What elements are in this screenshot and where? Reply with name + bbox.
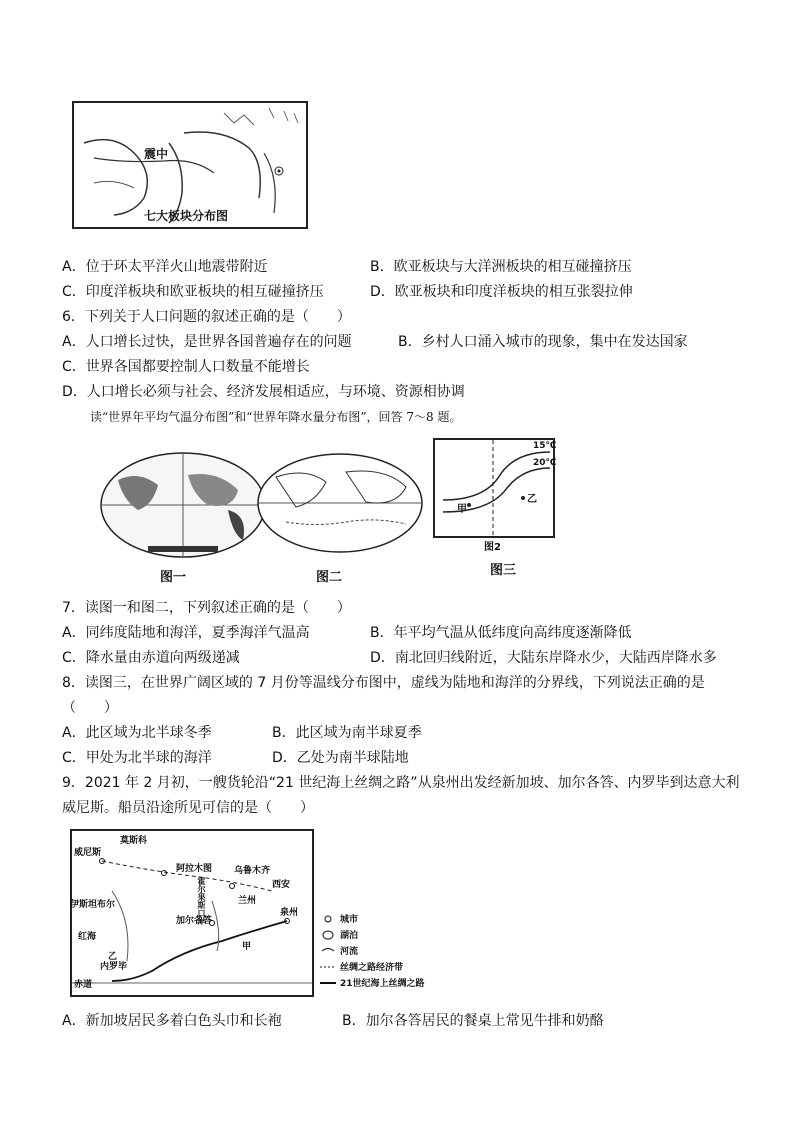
silk-road-map xyxy=(70,829,314,997)
plates-map-caption: 七大板块分布图 xyxy=(144,209,229,223)
legend-river: 河流 xyxy=(340,947,359,957)
map-city-xian: 西安 xyxy=(272,880,291,890)
q6-option-a: A．人口增长过快，是世界各国普遍存在的问题 xyxy=(62,334,352,350)
isotherm-15: 15℃ xyxy=(533,441,557,451)
q8-option-d: D．乙处为南半球陆地 xyxy=(272,750,409,766)
map-label-jia: 甲 xyxy=(242,942,252,952)
map-equator: 赤道 xyxy=(74,980,93,990)
q5-option-b: B．欧亚板块与大洋洲板块的相互碰撞挤压 xyxy=(370,259,632,275)
legend-sea-route: 21世纪海上丝绸之路 xyxy=(340,979,425,989)
isotherm-chart xyxy=(433,438,555,538)
epicenter-label: 震中 xyxy=(144,147,169,161)
point-jia: 甲 xyxy=(457,504,467,515)
q78-intro: 读“世界年平均气温分布图”和“世界年降水量分布图”，回答 7～8 题。 xyxy=(90,410,462,424)
map-city-khorgos: 霍尔果斯口岸 xyxy=(197,877,206,925)
q8-stem: 8．读图三，在世界广阔区域的 7 月份等温线分布图中，虚线为陆地和海洋的分界线，下列说法正确的是 xyxy=(62,675,705,691)
q8-option-c: C．甲处为北半球的海洋 xyxy=(62,750,212,766)
isotherm-20: 20℃ xyxy=(533,458,557,468)
fig3-caption: 图三 xyxy=(490,563,517,578)
map-city-nairobi: 内罗毕 xyxy=(100,962,128,972)
map-city-kolkata: 加尔各答 xyxy=(176,916,213,926)
q5-option-c: C．印度洋板块和欧亚板块的相互碰撞挤压 xyxy=(62,284,324,300)
fig3-inner-label: 图2 xyxy=(484,542,501,553)
fig1-caption: 图一 xyxy=(160,570,187,585)
world-precip-map xyxy=(256,452,424,554)
silk-road-legend xyxy=(318,912,448,992)
q8-option-a: A．此区域为北半球冬季 xyxy=(62,725,212,741)
map-city-lanzhou: 兰州 xyxy=(238,896,257,906)
map-city-istanbul: 伊斯坦布尔 xyxy=(70,900,116,910)
isotherm-drawing xyxy=(435,440,553,536)
q6-stem: 6．下列关于人口问题的叙述正确的是（ ） xyxy=(62,309,351,325)
map-city-almaty: 阿拉木图 xyxy=(176,864,213,874)
plates-map xyxy=(72,101,308,229)
legend-symbols xyxy=(318,912,338,992)
q7-option-a: A．同纬度陆地和海洋，夏季海洋气温高 xyxy=(62,625,310,641)
q5-option-d: D．欧亚板块和印度洋板块的相互张裂拉伸 xyxy=(370,284,633,300)
q9-option-a: A．新加坡居民多着白色头巾和长袍 xyxy=(62,1013,282,1029)
q9-option-b: B．加尔各答居民的餐桌上常见牛排和奶酪 xyxy=(342,1013,604,1029)
q7-option-b: B．年平均气温从低纬度向高纬度逐渐降低 xyxy=(370,625,632,641)
q5-option-a: A．位于环太平洋火山地震带附近 xyxy=(62,259,268,275)
legend-city: 城市 xyxy=(340,915,359,925)
legend-lake: 湖泊 xyxy=(340,931,359,941)
q6-option-c: C．世界各国都要控制人口数量不能增长 xyxy=(62,359,310,375)
q7-option-c: C．降水量由赤道向两级递减 xyxy=(62,650,240,666)
q6-option-b: B．乡村人口涌入城市的现象，集中在发达国家 xyxy=(398,334,688,350)
q9-stem-line2: 威尼斯。船员沿途所见可信的是（ ） xyxy=(62,800,314,816)
map-city-quanzhou: 泉州 xyxy=(280,908,299,918)
map-city-moscow: 莫斯科 xyxy=(120,836,148,846)
map-label-yi: 乙 xyxy=(108,952,118,962)
point-yi: 乙 xyxy=(527,494,537,505)
map-city-venice: 威尼斯 xyxy=(74,848,102,858)
fig2-caption: 图二 xyxy=(316,570,343,585)
q6-option-d: D．人口增长必须与社会、经济发展相适应，与环境、资源相协调 xyxy=(62,384,465,400)
legend-land-route: 丝绸之路经济带 xyxy=(340,963,404,973)
q7-option-d: D．南北回归线附近，大陆东岸降水少，大陆西岸降水多 xyxy=(370,650,717,666)
q8-option-b: B．此区域为南半球夏季 xyxy=(272,725,422,741)
q9-stem-line1: 9．2021 年 2 月初，一艘货轮沿“21 世纪海上丝绸之路”从泉州出发经新加坡、加尔各答、内罗毕到达意大利 xyxy=(62,775,740,791)
map-city-urumqi: 乌鲁木齐 xyxy=(234,866,271,876)
q7-stem: 7．读图一和图二，下列叙述正确的是（ ） xyxy=(62,600,351,616)
q8-paren: （ ） xyxy=(62,700,118,716)
world-temp-map xyxy=(98,450,268,560)
map-red-sea: 红海 xyxy=(78,932,97,942)
